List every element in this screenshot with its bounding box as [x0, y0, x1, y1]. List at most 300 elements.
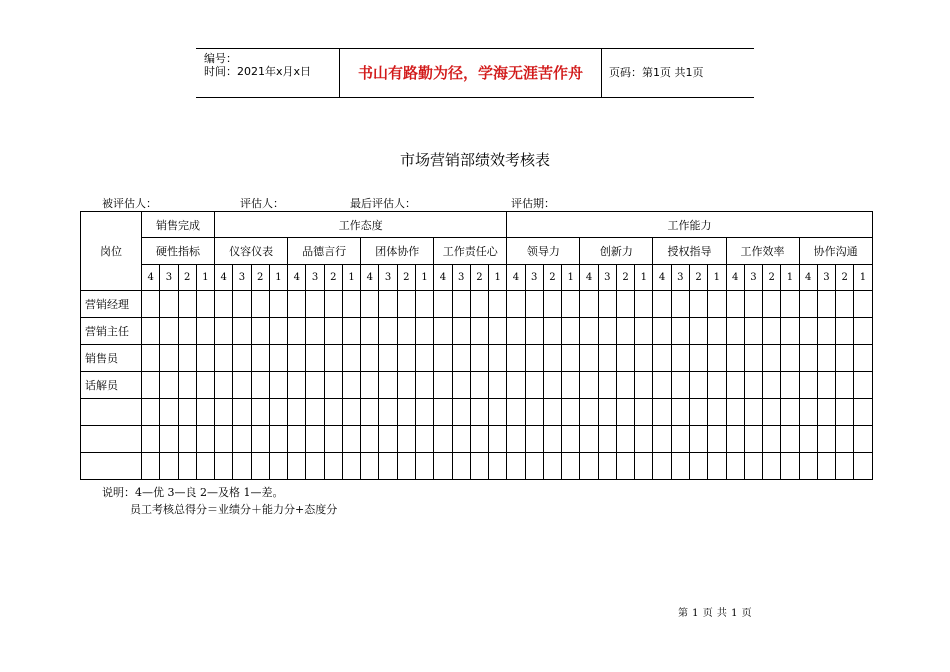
- score-cell[interactable]: [397, 371, 415, 398]
- score-cell[interactable]: [507, 371, 525, 398]
- score-cell[interactable]: [763, 371, 781, 398]
- score-cell[interactable]: [799, 344, 817, 371]
- score-cell[interactable]: [452, 425, 470, 452]
- score-cell[interactable]: [342, 371, 360, 398]
- score-cell[interactable]: [653, 344, 671, 371]
- position-cell: 销售员: [81, 344, 142, 371]
- score-cell[interactable]: [580, 317, 598, 344]
- score-cell[interactable]: [361, 425, 379, 452]
- score-cell[interactable]: [708, 425, 726, 452]
- score-cell[interactable]: [507, 344, 525, 371]
- score-cell[interactable]: [196, 290, 214, 317]
- score-cell[interactable]: [726, 290, 744, 317]
- score-cell[interactable]: [543, 317, 561, 344]
- score-cell[interactable]: [781, 317, 799, 344]
- score-cell[interactable]: [434, 398, 452, 425]
- score-cell[interactable]: [342, 344, 360, 371]
- score-cell[interactable]: [507, 290, 525, 317]
- score-cell[interactable]: [744, 371, 762, 398]
- score-cell[interactable]: [543, 344, 561, 371]
- score-cell[interactable]: [251, 290, 269, 317]
- score-cell[interactable]: [708, 317, 726, 344]
- score-cell[interactable]: [525, 398, 543, 425]
- score-cell[interactable]: [215, 344, 233, 371]
- score-cell[interactable]: [415, 317, 433, 344]
- score-cell[interactable]: [379, 452, 397, 479]
- score-cell[interactable]: [653, 452, 671, 479]
- score-cell[interactable]: [671, 344, 689, 371]
- score-cell[interactable]: [215, 317, 233, 344]
- score-cell[interactable]: [251, 371, 269, 398]
- score-cell[interactable]: [763, 290, 781, 317]
- score-cell[interactable]: [361, 317, 379, 344]
- score-cell[interactable]: [580, 398, 598, 425]
- score-cell[interactable]: [763, 344, 781, 371]
- score-cell[interactable]: [178, 425, 196, 452]
- score-cell[interactable]: [379, 344, 397, 371]
- score-cell[interactable]: [142, 425, 160, 452]
- score-cell[interactable]: [689, 371, 707, 398]
- score-cell[interactable]: [525, 344, 543, 371]
- score-cell[interactable]: [616, 452, 634, 479]
- score-cell[interactable]: [434, 425, 452, 452]
- score-cell[interactable]: [160, 317, 178, 344]
- score-cell[interactable]: [543, 425, 561, 452]
- score-cell[interactable]: [671, 425, 689, 452]
- score-cell[interactable]: [288, 290, 306, 317]
- score-cell[interactable]: [507, 317, 525, 344]
- score-cell[interactable]: [799, 290, 817, 317]
- score-cell[interactable]: [836, 425, 854, 452]
- score-cell[interactable]: [507, 398, 525, 425]
- score-cell[interactable]: [854, 425, 872, 452]
- score-cell[interactable]: [836, 290, 854, 317]
- score-cell[interactable]: [799, 317, 817, 344]
- score-cell[interactable]: [397, 317, 415, 344]
- score-cell[interactable]: [744, 344, 762, 371]
- score-cell[interactable]: [324, 317, 342, 344]
- score-cell[interactable]: [233, 398, 251, 425]
- score-cell[interactable]: [215, 371, 233, 398]
- score-cell[interactable]: [708, 344, 726, 371]
- score-cell[interactable]: [288, 452, 306, 479]
- score-cell[interactable]: [306, 452, 324, 479]
- evaluatee-label: 被评估人：: [102, 197, 157, 210]
- score-cell[interactable]: [525, 425, 543, 452]
- score-cell[interactable]: [562, 371, 580, 398]
- score-cell[interactable]: [799, 452, 817, 479]
- score-cell[interactable]: [799, 398, 817, 425]
- score-cell[interactable]: [708, 290, 726, 317]
- score-cell[interactable]: [763, 317, 781, 344]
- score-cell[interactable]: [251, 425, 269, 452]
- score-cell[interactable]: [178, 398, 196, 425]
- score-cell[interactable]: [306, 425, 324, 452]
- score-cell[interactable]: [781, 371, 799, 398]
- score-cell[interactable]: [671, 290, 689, 317]
- score-cell[interactable]: [233, 290, 251, 317]
- score-cell[interactable]: [726, 317, 744, 344]
- score-cell[interactable]: [616, 344, 634, 371]
- score-cell[interactable]: [598, 344, 616, 371]
- score-cell[interactable]: [616, 290, 634, 317]
- score-cell[interactable]: [288, 317, 306, 344]
- score-cell[interactable]: [781, 290, 799, 317]
- score-cell[interactable]: [744, 452, 762, 479]
- score-cell[interactable]: [817, 371, 835, 398]
- score-cell[interactable]: [379, 290, 397, 317]
- score-cell[interactable]: [452, 344, 470, 371]
- score-cell[interactable]: [489, 290, 507, 317]
- score-cell[interactable]: [616, 398, 634, 425]
- score-cell[interactable]: [215, 290, 233, 317]
- position-cell: 营销经理: [81, 290, 142, 317]
- score-cell[interactable]: [379, 398, 397, 425]
- score-cell[interactable]: [178, 371, 196, 398]
- score-cell[interactable]: [836, 317, 854, 344]
- score-cell[interactable]: [562, 317, 580, 344]
- score-cell[interactable]: [817, 425, 835, 452]
- score-cell[interactable]: [324, 425, 342, 452]
- score-cell[interactable]: [598, 398, 616, 425]
- score-cell[interactable]: [415, 344, 433, 371]
- page-footer: 第 1 页 共 1 页: [678, 608, 753, 619]
- score-cell[interactable]: [470, 425, 488, 452]
- score-cell[interactable]: [251, 452, 269, 479]
- score-cell[interactable]: [562, 452, 580, 479]
- score-cell[interactable]: [689, 290, 707, 317]
- score-cell[interactable]: [306, 344, 324, 371]
- score-cell[interactable]: [653, 371, 671, 398]
- score-cell[interactable]: [379, 371, 397, 398]
- score-cell[interactable]: [489, 317, 507, 344]
- score-cell[interactable]: [342, 317, 360, 344]
- score-cell[interactable]: [489, 371, 507, 398]
- score-cell[interactable]: [361, 371, 379, 398]
- score-cell[interactable]: [817, 452, 835, 479]
- score-cell[interactable]: [415, 452, 433, 479]
- score-cell[interactable]: [580, 452, 598, 479]
- score-cell[interactable]: [470, 452, 488, 479]
- score-cell[interactable]: [580, 290, 598, 317]
- score-cell[interactable]: [635, 290, 653, 317]
- score-cell[interactable]: [525, 452, 543, 479]
- score-cell[interactable]: [452, 290, 470, 317]
- score-cell[interactable]: [489, 398, 507, 425]
- score-cell[interactable]: [763, 425, 781, 452]
- score-cell[interactable]: [507, 425, 525, 452]
- score-cell[interactable]: [470, 317, 488, 344]
- score-cell[interactable]: [689, 452, 707, 479]
- score-cell[interactable]: [726, 371, 744, 398]
- score-cell[interactable]: [781, 425, 799, 452]
- score-cell[interactable]: [160, 398, 178, 425]
- score-cell[interactable]: [324, 290, 342, 317]
- score-cell[interactable]: [397, 452, 415, 479]
- score-cell[interactable]: [854, 344, 872, 371]
- criteria-header: 团体协作: [361, 238, 434, 264]
- score-cell[interactable]: [781, 398, 799, 425]
- score-cell[interactable]: [342, 452, 360, 479]
- score-cell[interactable]: [525, 290, 543, 317]
- score-cell[interactable]: [415, 371, 433, 398]
- score-cell[interactable]: [142, 317, 160, 344]
- score-label: 1: [196, 264, 214, 290]
- score-cell[interactable]: [708, 371, 726, 398]
- score-cell[interactable]: [507, 452, 525, 479]
- score-label: 2: [251, 264, 269, 290]
- score-cell[interactable]: [306, 398, 324, 425]
- score-cell[interactable]: [744, 425, 762, 452]
- score-cell[interactable]: [562, 398, 580, 425]
- score-cell[interactable]: [397, 425, 415, 452]
- score-cell[interactable]: [361, 290, 379, 317]
- score-cell[interactable]: [854, 317, 872, 344]
- score-cell[interactable]: [635, 452, 653, 479]
- table-row: [81, 452, 873, 479]
- score-cell[interactable]: [489, 452, 507, 479]
- score-cell[interactable]: [178, 317, 196, 344]
- score-cell[interactable]: [233, 317, 251, 344]
- score-cell[interactable]: [598, 425, 616, 452]
- score-cell[interactable]: [452, 371, 470, 398]
- score-cell[interactable]: [470, 344, 488, 371]
- score-label: 4: [215, 264, 233, 290]
- score-cell[interactable]: [306, 371, 324, 398]
- score-cell[interactable]: [196, 344, 214, 371]
- score-cell[interactable]: [635, 398, 653, 425]
- group-attitude-header: 工作态度: [215, 212, 507, 238]
- score-cell[interactable]: [269, 425, 287, 452]
- score-cell[interactable]: [251, 344, 269, 371]
- score-label: 4: [288, 264, 306, 290]
- score-cell[interactable]: [324, 398, 342, 425]
- position-cell: 话解员: [81, 371, 142, 398]
- score-cell[interactable]: [726, 452, 744, 479]
- score-cell[interactable]: [580, 371, 598, 398]
- score-cell[interactable]: [342, 425, 360, 452]
- score-cell[interactable]: [306, 290, 324, 317]
- score-cell[interactable]: [434, 371, 452, 398]
- score-cell[interactable]: [580, 344, 598, 371]
- score-cell[interactable]: [342, 290, 360, 317]
- score-cell[interactable]: [415, 398, 433, 425]
- score-cell[interactable]: [689, 317, 707, 344]
- score-cell[interactable]: [817, 344, 835, 371]
- score-cell[interactable]: [726, 425, 744, 452]
- score-cell[interactable]: [635, 344, 653, 371]
- score-cell[interactable]: [215, 398, 233, 425]
- score-cell[interactable]: [215, 452, 233, 479]
- score-cell[interactable]: [744, 398, 762, 425]
- score-cell[interactable]: [635, 425, 653, 452]
- score-cell[interactable]: [324, 344, 342, 371]
- score-cell[interactable]: [689, 398, 707, 425]
- score-cell[interactable]: [726, 344, 744, 371]
- score-cell[interactable]: [689, 425, 707, 452]
- score-cell[interactable]: [324, 452, 342, 479]
- score-cell[interactable]: [288, 425, 306, 452]
- score-cell[interactable]: [196, 398, 214, 425]
- score-cell[interactable]: [233, 371, 251, 398]
- score-cell[interactable]: [269, 452, 287, 479]
- score-cell[interactable]: [288, 344, 306, 371]
- score-cell[interactable]: [744, 290, 762, 317]
- score-cell[interactable]: [233, 425, 251, 452]
- score-cell[interactable]: [671, 317, 689, 344]
- score-cell[interactable]: [836, 344, 854, 371]
- score-cell[interactable]: [543, 398, 561, 425]
- score-cell[interactable]: [361, 398, 379, 425]
- score-cell[interactable]: [160, 452, 178, 479]
- score-cell[interactable]: [269, 371, 287, 398]
- score-cell[interactable]: [653, 398, 671, 425]
- score-cell[interactable]: [854, 371, 872, 398]
- score-cell[interactable]: [525, 317, 543, 344]
- score-label: 1: [342, 264, 360, 290]
- score-cell[interactable]: [598, 317, 616, 344]
- score-cell[interactable]: [178, 290, 196, 317]
- score-cell[interactable]: [178, 344, 196, 371]
- score-cell[interactable]: [635, 317, 653, 344]
- score-cell[interactable]: [671, 398, 689, 425]
- score-cell[interactable]: [470, 398, 488, 425]
- score-cell[interactable]: [452, 398, 470, 425]
- score-cell[interactable]: [379, 317, 397, 344]
- score-cell[interactable]: [763, 452, 781, 479]
- score-cell[interactable]: [854, 452, 872, 479]
- score-cell[interactable]: [452, 452, 470, 479]
- score-cell[interactable]: [434, 317, 452, 344]
- score-cell[interactable]: [580, 425, 598, 452]
- score-header-row: [81, 264, 873, 290]
- score-cell[interactable]: [616, 425, 634, 452]
- score-cell[interactable]: [836, 452, 854, 479]
- score-cell[interactable]: [178, 452, 196, 479]
- score-cell[interactable]: [708, 398, 726, 425]
- score-cell[interactable]: [397, 344, 415, 371]
- score-cell[interactable]: [671, 371, 689, 398]
- score-cell[interactable]: [781, 452, 799, 479]
- score-cell[interactable]: [160, 344, 178, 371]
- score-cell[interactable]: [196, 452, 214, 479]
- score-cell[interactable]: [799, 371, 817, 398]
- score-cell[interactable]: [142, 290, 160, 317]
- score-cell[interactable]: [397, 398, 415, 425]
- score-cell[interactable]: [854, 290, 872, 317]
- score-cell[interactable]: [489, 425, 507, 452]
- score-cell[interactable]: [489, 344, 507, 371]
- score-cell[interactable]: [196, 425, 214, 452]
- score-cell[interactable]: [434, 344, 452, 371]
- score-cell[interactable]: [543, 290, 561, 317]
- score-cell[interactable]: [288, 398, 306, 425]
- score-cell[interactable]: [470, 290, 488, 317]
- score-cell[interactable]: [653, 425, 671, 452]
- score-cell[interactable]: [160, 371, 178, 398]
- score-label: 4: [726, 264, 744, 290]
- score-cell[interactable]: [671, 452, 689, 479]
- score-cell[interactable]: [817, 290, 835, 317]
- score-cell[interactable]: [543, 452, 561, 479]
- score-cell[interactable]: [142, 452, 160, 479]
- score-cell[interactable]: [215, 425, 233, 452]
- score-cell[interactable]: [233, 452, 251, 479]
- score-cell[interactable]: [616, 371, 634, 398]
- score-cell[interactable]: [763, 398, 781, 425]
- score-cell[interactable]: [525, 371, 543, 398]
- score-cell[interactable]: [562, 290, 580, 317]
- score-cell[interactable]: [854, 398, 872, 425]
- score-cell[interactable]: [415, 425, 433, 452]
- score-label: 1: [489, 264, 507, 290]
- score-cell[interactable]: [836, 371, 854, 398]
- score-cell[interactable]: [726, 398, 744, 425]
- score-cell[interactable]: [196, 371, 214, 398]
- score-cell[interactable]: [361, 452, 379, 479]
- score-cell[interactable]: [562, 425, 580, 452]
- score-cell[interactable]: [415, 290, 433, 317]
- score-cell[interactable]: [142, 344, 160, 371]
- score-cell[interactable]: [379, 425, 397, 452]
- score-cell[interactable]: [543, 371, 561, 398]
- score-cell[interactable]: [361, 344, 379, 371]
- score-cell[interactable]: [233, 344, 251, 371]
- score-cell[interactable]: [817, 317, 835, 344]
- score-cell[interactable]: [635, 371, 653, 398]
- score-cell[interactable]: [689, 344, 707, 371]
- score-cell[interactable]: [142, 398, 160, 425]
- score-cell[interactable]: [817, 398, 835, 425]
- score-cell[interactable]: [452, 317, 470, 344]
- score-cell[interactable]: [616, 317, 634, 344]
- score-cell[interactable]: [598, 371, 616, 398]
- score-cell[interactable]: [324, 371, 342, 398]
- criteria-header: 仪容仪表: [215, 238, 288, 264]
- score-cell[interactable]: [836, 398, 854, 425]
- score-cell[interactable]: [142, 371, 160, 398]
- score-cell[interactable]: [598, 290, 616, 317]
- score-cell[interactable]: [342, 398, 360, 425]
- score-cell[interactable]: [434, 452, 452, 479]
- score-label: 2: [178, 264, 196, 290]
- score-cell[interactable]: [196, 317, 214, 344]
- score-cell[interactable]: [744, 317, 762, 344]
- score-cell[interactable]: [269, 290, 287, 317]
- score-cell[interactable]: [251, 317, 269, 344]
- score-cell[interactable]: [160, 290, 178, 317]
- score-cell[interactable]: [251, 398, 269, 425]
- score-cell[interactable]: [598, 452, 616, 479]
- score-cell[interactable]: [306, 317, 324, 344]
- score-cell[interactable]: [288, 371, 306, 398]
- score-cell[interactable]: [269, 398, 287, 425]
- score-cell[interactable]: [708, 452, 726, 479]
- score-label: 3: [160, 264, 178, 290]
- score-cell[interactable]: [160, 425, 178, 452]
- score-cell[interactable]: [434, 290, 452, 317]
- score-cell[interactable]: [269, 317, 287, 344]
- score-cell[interactable]: [269, 344, 287, 371]
- score-cell[interactable]: [470, 371, 488, 398]
- score-cell[interactable]: [562, 344, 580, 371]
- score-cell[interactable]: [397, 290, 415, 317]
- score-cell[interactable]: [781, 344, 799, 371]
- score-label: 4: [434, 264, 452, 290]
- score-cell[interactable]: [653, 317, 671, 344]
- score-cell[interactable]: [799, 425, 817, 452]
- score-cell[interactable]: [653, 290, 671, 317]
